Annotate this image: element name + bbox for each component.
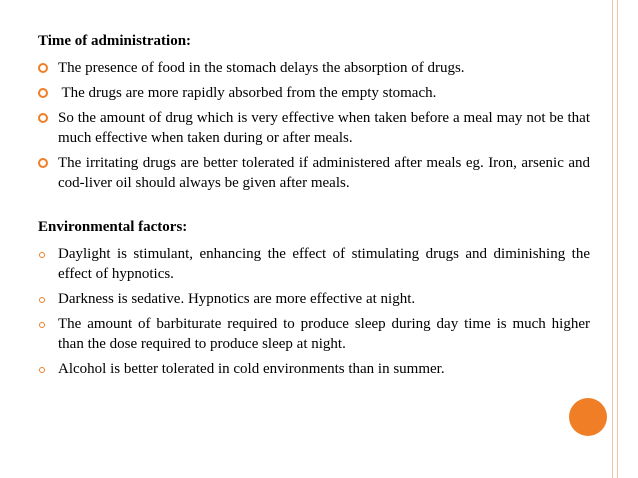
decorative-rule (617, 0, 618, 478)
bullet-icon (39, 322, 45, 328)
bullet-icon (38, 63, 48, 73)
list-item (38, 58, 590, 78)
list-item-text: The drugs are more rapidly absorbed from the empty stomach. (58, 85, 437, 101)
bullet-icon (39, 367, 45, 373)
list-item (38, 314, 590, 354)
list-item-text: The amount of barbiturate required to produce sleep during day time is much higher than the dose required to produce sleep at night. (58, 316, 590, 352)
slide-content (38, 30, 590, 384)
list-item-text: Alcohol is better tolerated in cold environments than in summer. (58, 361, 445, 377)
list-item (38, 289, 590, 309)
list-item (38, 359, 590, 379)
decorative-circle (569, 398, 607, 436)
bullet-icon (38, 88, 48, 98)
list-item-text: So the amount of drug which is very effective when taken before a meal may not be that much effective when taken during or after meals. (58, 110, 590, 146)
bullet-icon (38, 158, 48, 168)
bullet-icon (38, 113, 48, 123)
list-item-text: The irritating drugs are better tolerated if administered after meals eg. Iron, arsenic and cod-liver oil should always be given after meals. (58, 155, 590, 191)
decorative-rule (612, 0, 613, 478)
section-heading-environmental-factors: Environmental factors: (38, 219, 188, 235)
list-item-text: Daylight is stimulant, enhancing the effect of stimulating drugs and diminishing the effect of hypnotics. (58, 246, 590, 282)
section-heading-time-of-administration: Time of administration: (38, 33, 192, 49)
list-item (38, 153, 590, 193)
list-item-text: The presence of food in the stomach delays the absorption of drugs. (58, 60, 465, 76)
list-item-text: Darkness is sedative. Hypnotics are more effective at night. (58, 291, 416, 307)
bullet-icon (39, 252, 45, 258)
bullet-icon (39, 297, 45, 303)
list-item (38, 108, 590, 148)
list-item (38, 83, 590, 103)
list-item (38, 244, 590, 284)
